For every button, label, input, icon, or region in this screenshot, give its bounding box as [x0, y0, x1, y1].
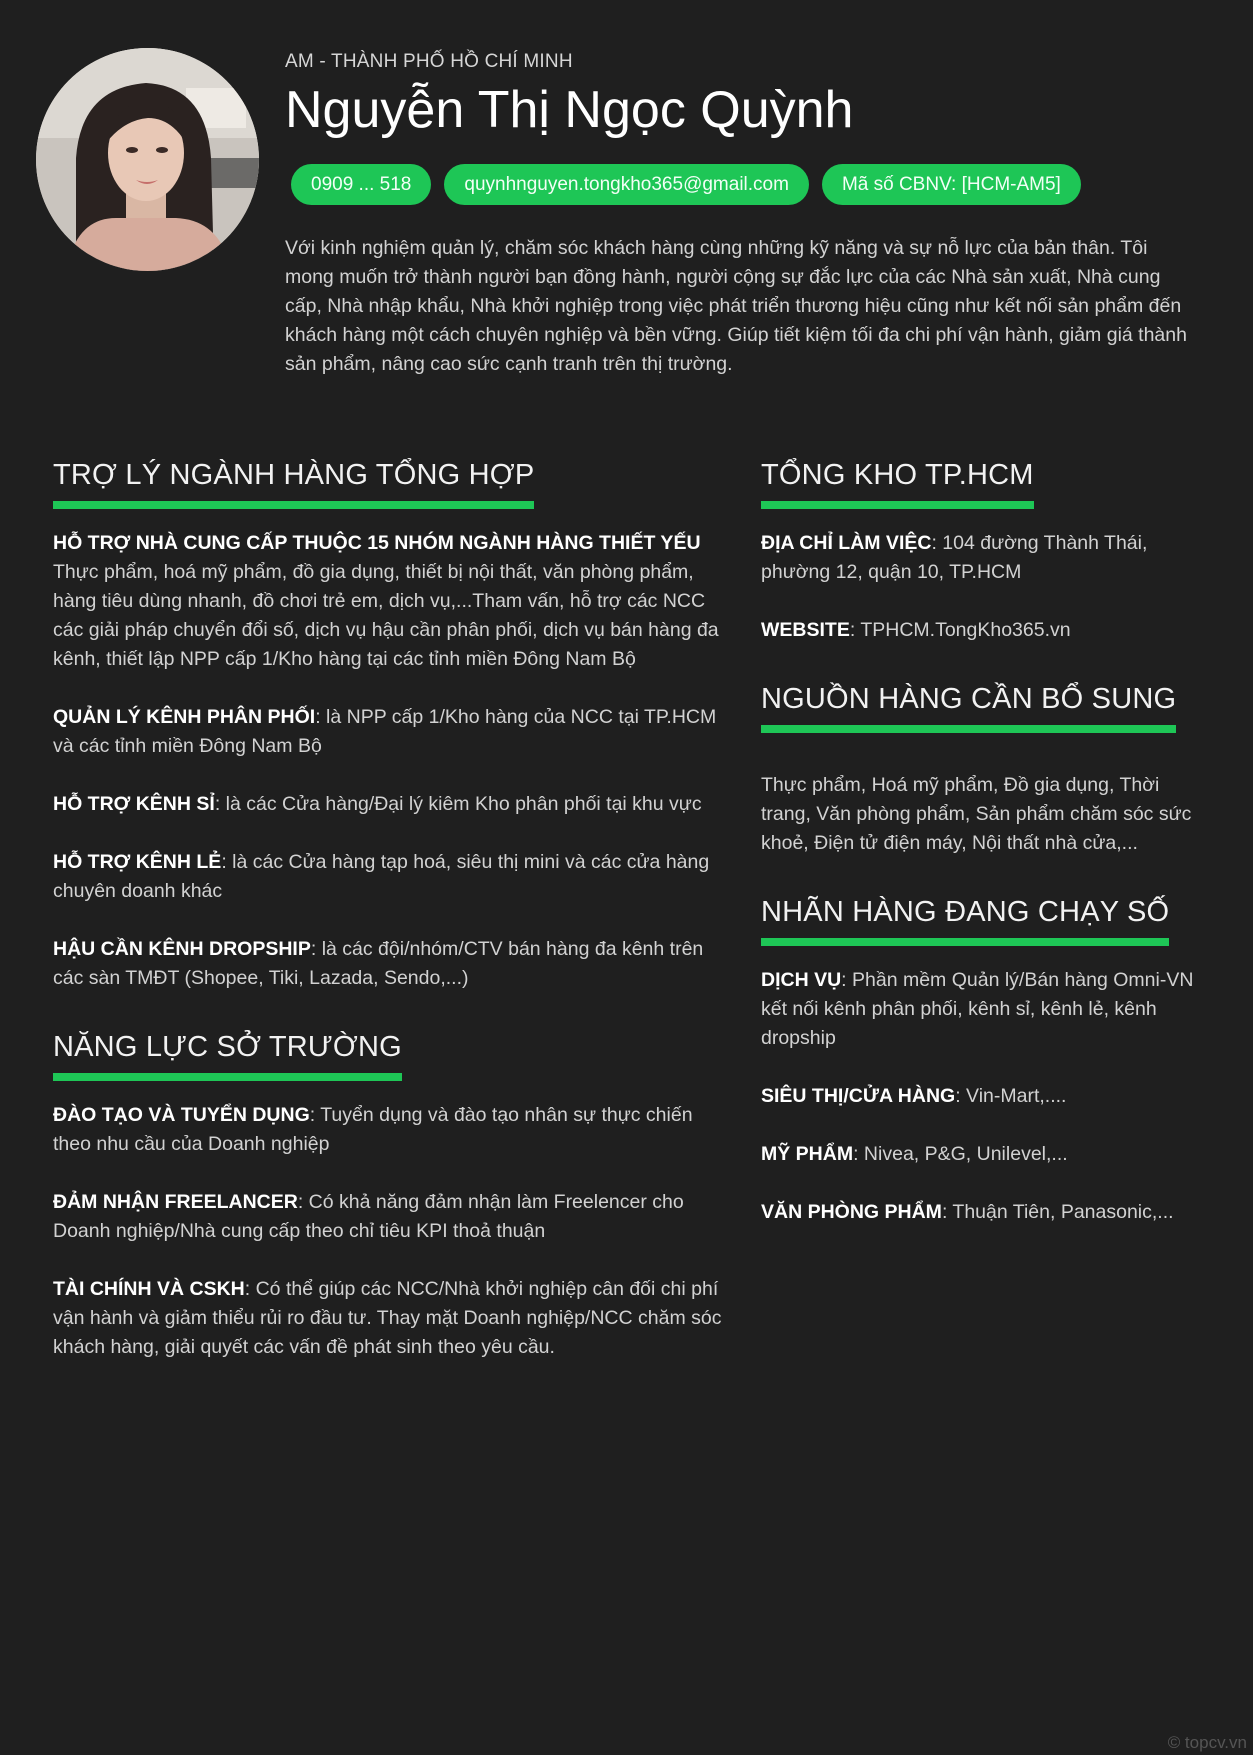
watermark: © topcv.vn [1167, 1733, 1247, 1752]
summary-text: Với kinh nghiệm quản lý, chăm sóc khách hàng cùng những kỹ năng và sự nỗ lực của bản thân. Tôi mong muốn trở thành người bạn đồng hành, người cộng sự đắc lực của các Nhà sản xuất, Nhà cung cấp, Nhà nhập khẩu, Nhà khởi nghiệp trong việc phát triển thương hiệu cũng như kết nối sản phẩm đến khách hàng một cách chuyên nghiệp và bền vững. Giúp tiết kiệm tối đa chi phí vận hành, giảm giá thành sản phẩm, nâng cao sức cạnh tranh trên thị trường. [285, 237, 1187, 375]
strength-item [53, 1275, 733, 1362]
section-supply [761, 679, 1201, 858]
item-label: TÀI CHÍNH VÀ CSKH [53, 1278, 245, 1300]
contact-pills [291, 164, 1195, 205]
item-text: : Có thể giúp các NCC/Nhà khởi nghiệp cân đối chi phí vận hành và giảm thiểu rủi ro đầu tư. Thay mặt Doanh nghiệp/NCC chăm sóc khách hàng, giải quyết các vấn đề phát sinh theo yêu cầu. [53, 1278, 722, 1358]
header [285, 48, 1195, 379]
section-assistant [53, 455, 733, 993]
assistant-item [53, 790, 733, 819]
item-text: : là các đội/nhóm/CTV bán hàng đa kênh trên các sàn TMĐT (Shopee, Tiki, Lazada, Sendo,...) [53, 938, 704, 989]
brand-items [761, 966, 1201, 1227]
left-column [53, 455, 733, 1396]
assistant-items [53, 529, 733, 993]
brand-item [761, 1198, 1201, 1227]
section-title-brands: NHÃN HÀNG ĐANG CHẠY SỐ [761, 892, 1169, 946]
item-label: DỊCH VỤ [761, 969, 842, 991]
item-text: : Phần mềm Quản lý/Bán hàng Omni-VN kết nối kênh phân phối, kênh sỉ, kênh lẻ, kênh dropship [761, 969, 1194, 1049]
item-label: QUẢN LÝ KÊNH PHÂN PHỐI [53, 706, 316, 728]
section-title-warehouse: TỔNG KHO TP.HCM [761, 455, 1034, 509]
warehouse-item [761, 529, 1201, 587]
item-label: HẬU CẦN KÊNH DROPSHIP [53, 938, 311, 960]
brand-item [761, 1140, 1201, 1169]
section-title-assistant: TRỢ LÝ NGÀNH HÀNG TỔNG HỢP [53, 455, 534, 509]
avatar [36, 48, 259, 271]
supply-text: Thực phẩm, Hoá mỹ phẩm, Đồ gia dụng, Thời trang, Văn phòng phẩm, Sản phẩm chăm sóc sức khoẻ, Điện tử điện máy, Nội thất nhà cửa,... [761, 774, 1192, 854]
item-label: HỖ TRỢ NHÀ CUNG CẤP THUỘC 15 NHÓM NGÀNH HÀNG THIẾT YẾU [53, 532, 701, 554]
section-strengths [53, 1027, 733, 1362]
profile-photo [36, 48, 259, 271]
warehouse-item [761, 616, 1201, 645]
assistant-item [53, 935, 733, 993]
employee-id-pill: Mã số CBNV: [HCM-AM5] [822, 164, 1081, 205]
item-label: SIÊU THỊ/CỬA HÀNG [761, 1085, 956, 1107]
email-pill[interactable]: quynhnguyen.tongkho365@gmail.com [444, 164, 809, 205]
brand-item [761, 1082, 1201, 1111]
item-label: ĐẢM NHẬN FREELANCER [53, 1191, 298, 1213]
section-brands [761, 892, 1201, 1227]
section-title-supply: NGUỒN HÀNG CẦN BỔ SUNG [761, 679, 1176, 733]
item-text: : Thuận Tiên, Panasonic,... [941, 1201, 1174, 1223]
item-text: : 104 đường Thành Thái, phường 12, quận 10, TP.HCM [761, 532, 1148, 583]
item-label: HỖ TRỢ KÊNH SỈ [53, 793, 215, 815]
item-text: : Nivea, P&G, Unilevel,... [853, 1143, 1068, 1165]
right-column [761, 455, 1201, 1261]
item-text: : Tuyển dụng và đào tạo nhân sự thực chiến theo nhu cầu của Doanh nghiệp [53, 1104, 693, 1155]
assistant-item [53, 703, 733, 761]
item-label: MỸ PHẨM [761, 1143, 854, 1165]
full-name: Nguyễn Thị Ngọc Quỳnh [285, 81, 854, 139]
phone-pill: 0909 ... 518 [291, 164, 431, 205]
item-text: : là các Cửa hàng tạp hoá, siêu thị mini và các cửa hàng chuyên doanh khác [53, 851, 710, 902]
assistant-item [53, 529, 733, 674]
brand-item [761, 966, 1201, 1053]
website-link[interactable]: : TPHCM.TongKho365.vn [849, 619, 1071, 641]
item-label: WEBSITE [761, 619, 850, 641]
item-label: VĂN PHÒNG PHẨM [761, 1201, 942, 1223]
assistant-item [53, 848, 733, 906]
item-label: ĐÀO TẠO VÀ TUYỂN DỤNG [53, 1104, 310, 1126]
section-warehouse [761, 455, 1201, 645]
section-title-strengths: NĂNG LỰC SỞ TRƯỜNG [53, 1027, 402, 1081]
item-text: : Có khả năng đảm nhận làm Freelencer cho Doanh nghiệp/Nhà cung cấp theo chỉ tiêu KPI thoả thuận [53, 1191, 684, 1242]
item-text: : Vin-Mart,.... [955, 1085, 1067, 1107]
item-text: : là NPP cấp 1/Kho hàng của NCC tại TP.HCM và các tỉnh miền Đông Nam Bộ [53, 706, 717, 757]
item-label: HỖ TRỢ KÊNH LẺ [53, 851, 222, 873]
job-subtitle: AM - THÀNH PHỐ HỒ CHÍ MINH [285, 51, 573, 72]
item-text: : là các Cửa hàng/Đại lý kiêm Kho phân phối tại khu vực [214, 793, 702, 815]
item-label: ĐỊA CHỈ LÀM VIỆC [761, 532, 932, 554]
item-text: Thực phẩm, hoá mỹ phẩm, đồ gia dụng, thiết bị nội thất, văn phòng phẩm, hàng tiêu dùng nhanh, đồ chơi trẻ em, dịch vụ,...Tham vấn, hỗ trợ các NCC các giải pháp chuyển đổi số, dịch vụ hậu cần phân phối, dịch vụ bán hàng đa kênh, thiết lập NPP cấp 1/Kho hàng tại các tỉnh miền Đông Nam Bộ [53, 561, 719, 670]
strength-item [53, 1188, 733, 1246]
strength-item [53, 1101, 733, 1159]
strength-items [53, 1101, 733, 1362]
warehouse-items [761, 529, 1201, 645]
